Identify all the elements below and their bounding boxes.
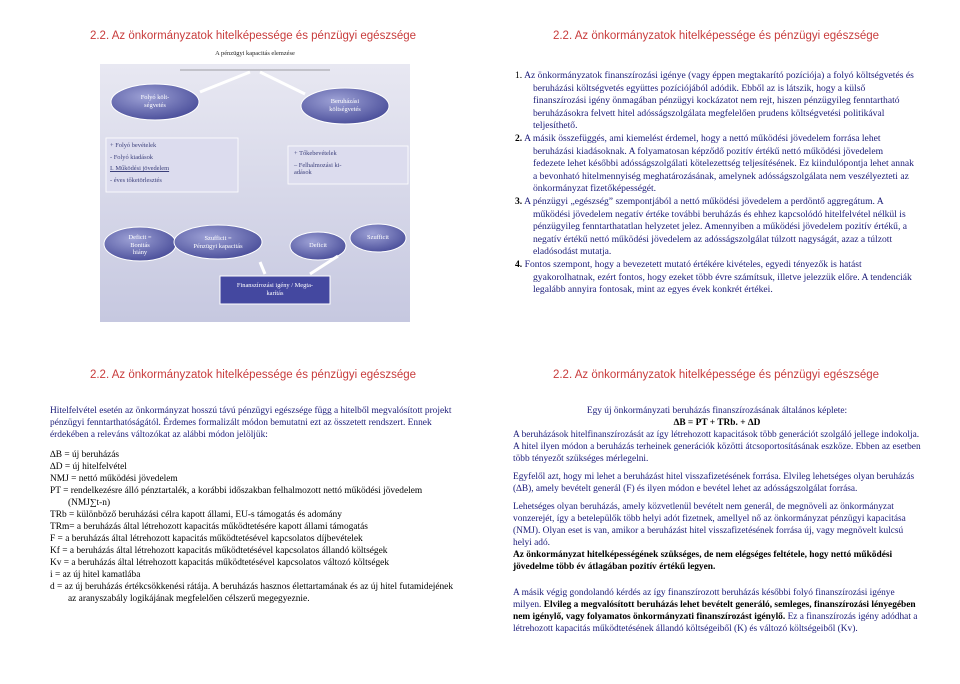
formula-intro: Egy új önkormányzati beruházás finanszírozásának általános képlete: (586, 406, 848, 416)
slide-variables (38, 361, 468, 679)
right-oval-label: Beruházási költségvetés (329, 98, 361, 113)
deficit-bonitas-label: Deficit = Bonitás hiány (128, 234, 152, 257)
left-oval-label: Folyó költ- ségvetés (140, 94, 170, 109)
slide-diagram (38, 22, 468, 340)
diagram-top-label: A pénzügyi kapacitás elemzése (215, 50, 295, 57)
right-item-1: – Felhalmozási ki- adások (294, 161, 342, 177)
slide-formula (501, 361, 931, 679)
formula: ∆B = PT + TRb. + ∆D (673, 418, 761, 428)
left-item-2: I. Működési jövedelem (110, 165, 170, 173)
def-item: Kf = a beruházás által létrehozott kapacitás működtetésével kapcsolatos állandó költségek (50, 546, 388, 556)
def-item: NMJ = nettó működési jövedelem (50, 474, 178, 484)
deficit-label: Deficit (309, 242, 327, 249)
left-item-0: + Folyó bevételek (110, 142, 157, 149)
bottom-box-label: Finanszírozási igény / Megta- karítás (236, 282, 314, 297)
paragraph: Egyfelől azt, hogy mi lehet a beruházást hitel visszafizetésének forrása. Elvileg lehetséges olyan beruházás (∆B), amely bevételt generál (F) és ilyen módon e bevétel lehet az adósságszolgálat forrása. (513, 472, 915, 494)
financial-capacity-diagram (100, 50, 410, 322)
bold-paragraph: Az önkormányzat hitelképességének szükséges, de nem elégséges feltétele, hogy nettó működési jövedelme több év átlagában pozitív értékű legyen. (513, 550, 893, 572)
variables-text (50, 405, 458, 605)
left-item-1: - Folyó kiadások (110, 153, 153, 161)
right-item-0: + Tőkebevételek (294, 150, 337, 157)
slide-numbered-points (501, 22, 931, 340)
def-item: Kv = a beruházás által létrehozott kapacitás működtetésével kapcsolatos változó költségek (50, 558, 390, 568)
list-item: 2. A másik összefüggés, ami kiemelést érdemel, hogy a nettó működési jövedelem forrása lehet beruházási kiadásoknak. A folyamatosan képződő pozitív értékű nettó működési jövedelem fedezete lehet későbbi adósságszolgálati kötelezettség teljesítésének. Ez kiindulópontja lehet annak a bevonható hitelmennyiség meghatározásának, amelynek adósságszolgálata nem veszélyezteti az önkormányzat fizetőképességét. (515, 132, 914, 195)
paragraph: A másik végig gondolandó kérdés az így finanszírozott beruházás későbbi folyó finanszírozási igénye milyen. Elvileg a megvalósított beruházás lehet bevételt generáló, semleges, finanszírozási lényegében nem igénylő, vagy folyamatos önkormányzati finanszírozást igénylő. Ez a finanszírozás igény adódhat a létrehozott kapacitás működtetésének állandó költségeiből (K) és változó költségeiből (Kv). (513, 588, 918, 634)
def-item: i = az új hitel kamatlába (50, 570, 141, 580)
slide-title: 2.2. Az önkormányzatok hitelképessége és pénzügyi egészsége (89, 30, 417, 42)
def-item: d = az új beruházás értékcsökkenési rátája. A beruházás hasznos élettartamának és az új hitel futamidejének az aranyszabály logikájának megfelelően célszerű megegyeznie. (50, 582, 454, 604)
szufficit-label: Szufficit (367, 234, 389, 241)
slide-title: 2.2. Az önkormányzatok hitelképessége és pénzügyi egészsége (552, 30, 880, 42)
paragraph: A beruházások hitelfinanszírozását az így létrehozott kapacitások több generációt szolgáló jellege indokolja. A hitel ilyen módon a beruházás terheinek generációk közötti átcsoportosításának eszköze. Ebben az esetben több tényezőt szükséges mérlegelni. (513, 430, 921, 464)
list-item: 3. A pénzügyi „egészség” szempontjából a nettó működési jövedelem a perdöntő aggregátum. A működési jövedelem negatív értéke további beruházás és ehhez kapcsolódó hitelfelvétel nélkül is pénzügyileg fenntarthatatlan helyzetet jelez. Amennyiben a működési jövedelem pozitív értékű, a negatív értékű nettó működési jövedelem az adósságszolgálat túlzott nagyságát, azaz a túlzott eladósodást mutatja. (515, 195, 908, 258)
szufficit-penzugyi-label: Szufficit = Pénzügyi kapacitás (193, 235, 243, 250)
def-item: ∆D = új hitelfelvétel (50, 462, 127, 472)
numbered-list (515, 70, 915, 297)
slide-title: 2.2. Az önkormányzatok hitelképessége és pénzügyi egészsége (552, 369, 880, 381)
paragraph: Lehetséges olyan beruházás, amely közvetlenül bevételt nem generál, de megnöveli az önkormányzat vonzerejét, így a betelepülők több helyi adót fizetnek, amellyel nő az önkormányzat pénzügyi kapacitása (NMJ). Olyan eset is van, amikor a beruházást hitel visszafizetésének forrása új, vagy megnövelt kulcsú helyi adó. (513, 502, 906, 548)
def-item: TRm= a beruházás által létrehozott kapacitás működtetésére kapott állami támogatás (50, 522, 368, 532)
def-item: ∆B = új beruházás (50, 450, 120, 460)
def-item: F = a beruházás által létrehozott kapacitás működtetésével kapcsolatos díjbevételek (50, 534, 363, 544)
slide-title: 2.2. Az önkormányzatok hitelképessége és pénzügyi egészsége (89, 369, 417, 381)
formula-text (513, 405, 921, 635)
left-item-3: - éves tőketörlesztés (110, 176, 162, 184)
def-item: PT = rendelkezésre álló pénztartalék, a korábbi időszakban felhalmozott nettó működési jövedelem (NMJ∑t-n) (50, 486, 423, 508)
intro-paragraph: Hitelfelvétel esetén az önkormányzat hosszú távú pénzügyi egészsége függ a hitelből megvalósított projekt pénzügyi fenntarthatóságától. Érdemes formalizált módon bemutatni ezt az összetett rendszert. Ennek érdekében a releváns változókat az alábbi módon jelöljük: (50, 406, 452, 440)
list-item: 4. Fontos szempont, hogy a bevezetett mutató értékére kivételes, egyedi tényezők is hatást gyakorolhatnak, ezért fontos, hogy ezeket több évre számítsuk, illetve jelezzük előre. A tendenciák legalább annyira fontosak, mint az egyes évek konkrét értékei. (515, 258, 912, 296)
list-item: 1. Az önkormányzatok finanszírozási igénye (vagy éppen megtakarító pozíciója) a folyó költségvetés és beruházási költségvetés együttes pozíciójából adódik. Ebből az is látszik, hogy a külső finanszírozási igény önmagában pénzügyi kockázatot nem rejt, hiszen pénzügyileg fenntartható beruházásokra felvett hitel adósságszolgálata megfelelően prudens költségvetési politikával teljesíthető. (515, 70, 914, 132)
def-item: TRb = különböző beruházási célra kapott állami, EU-s támogatás és adomány (50, 510, 342, 520)
